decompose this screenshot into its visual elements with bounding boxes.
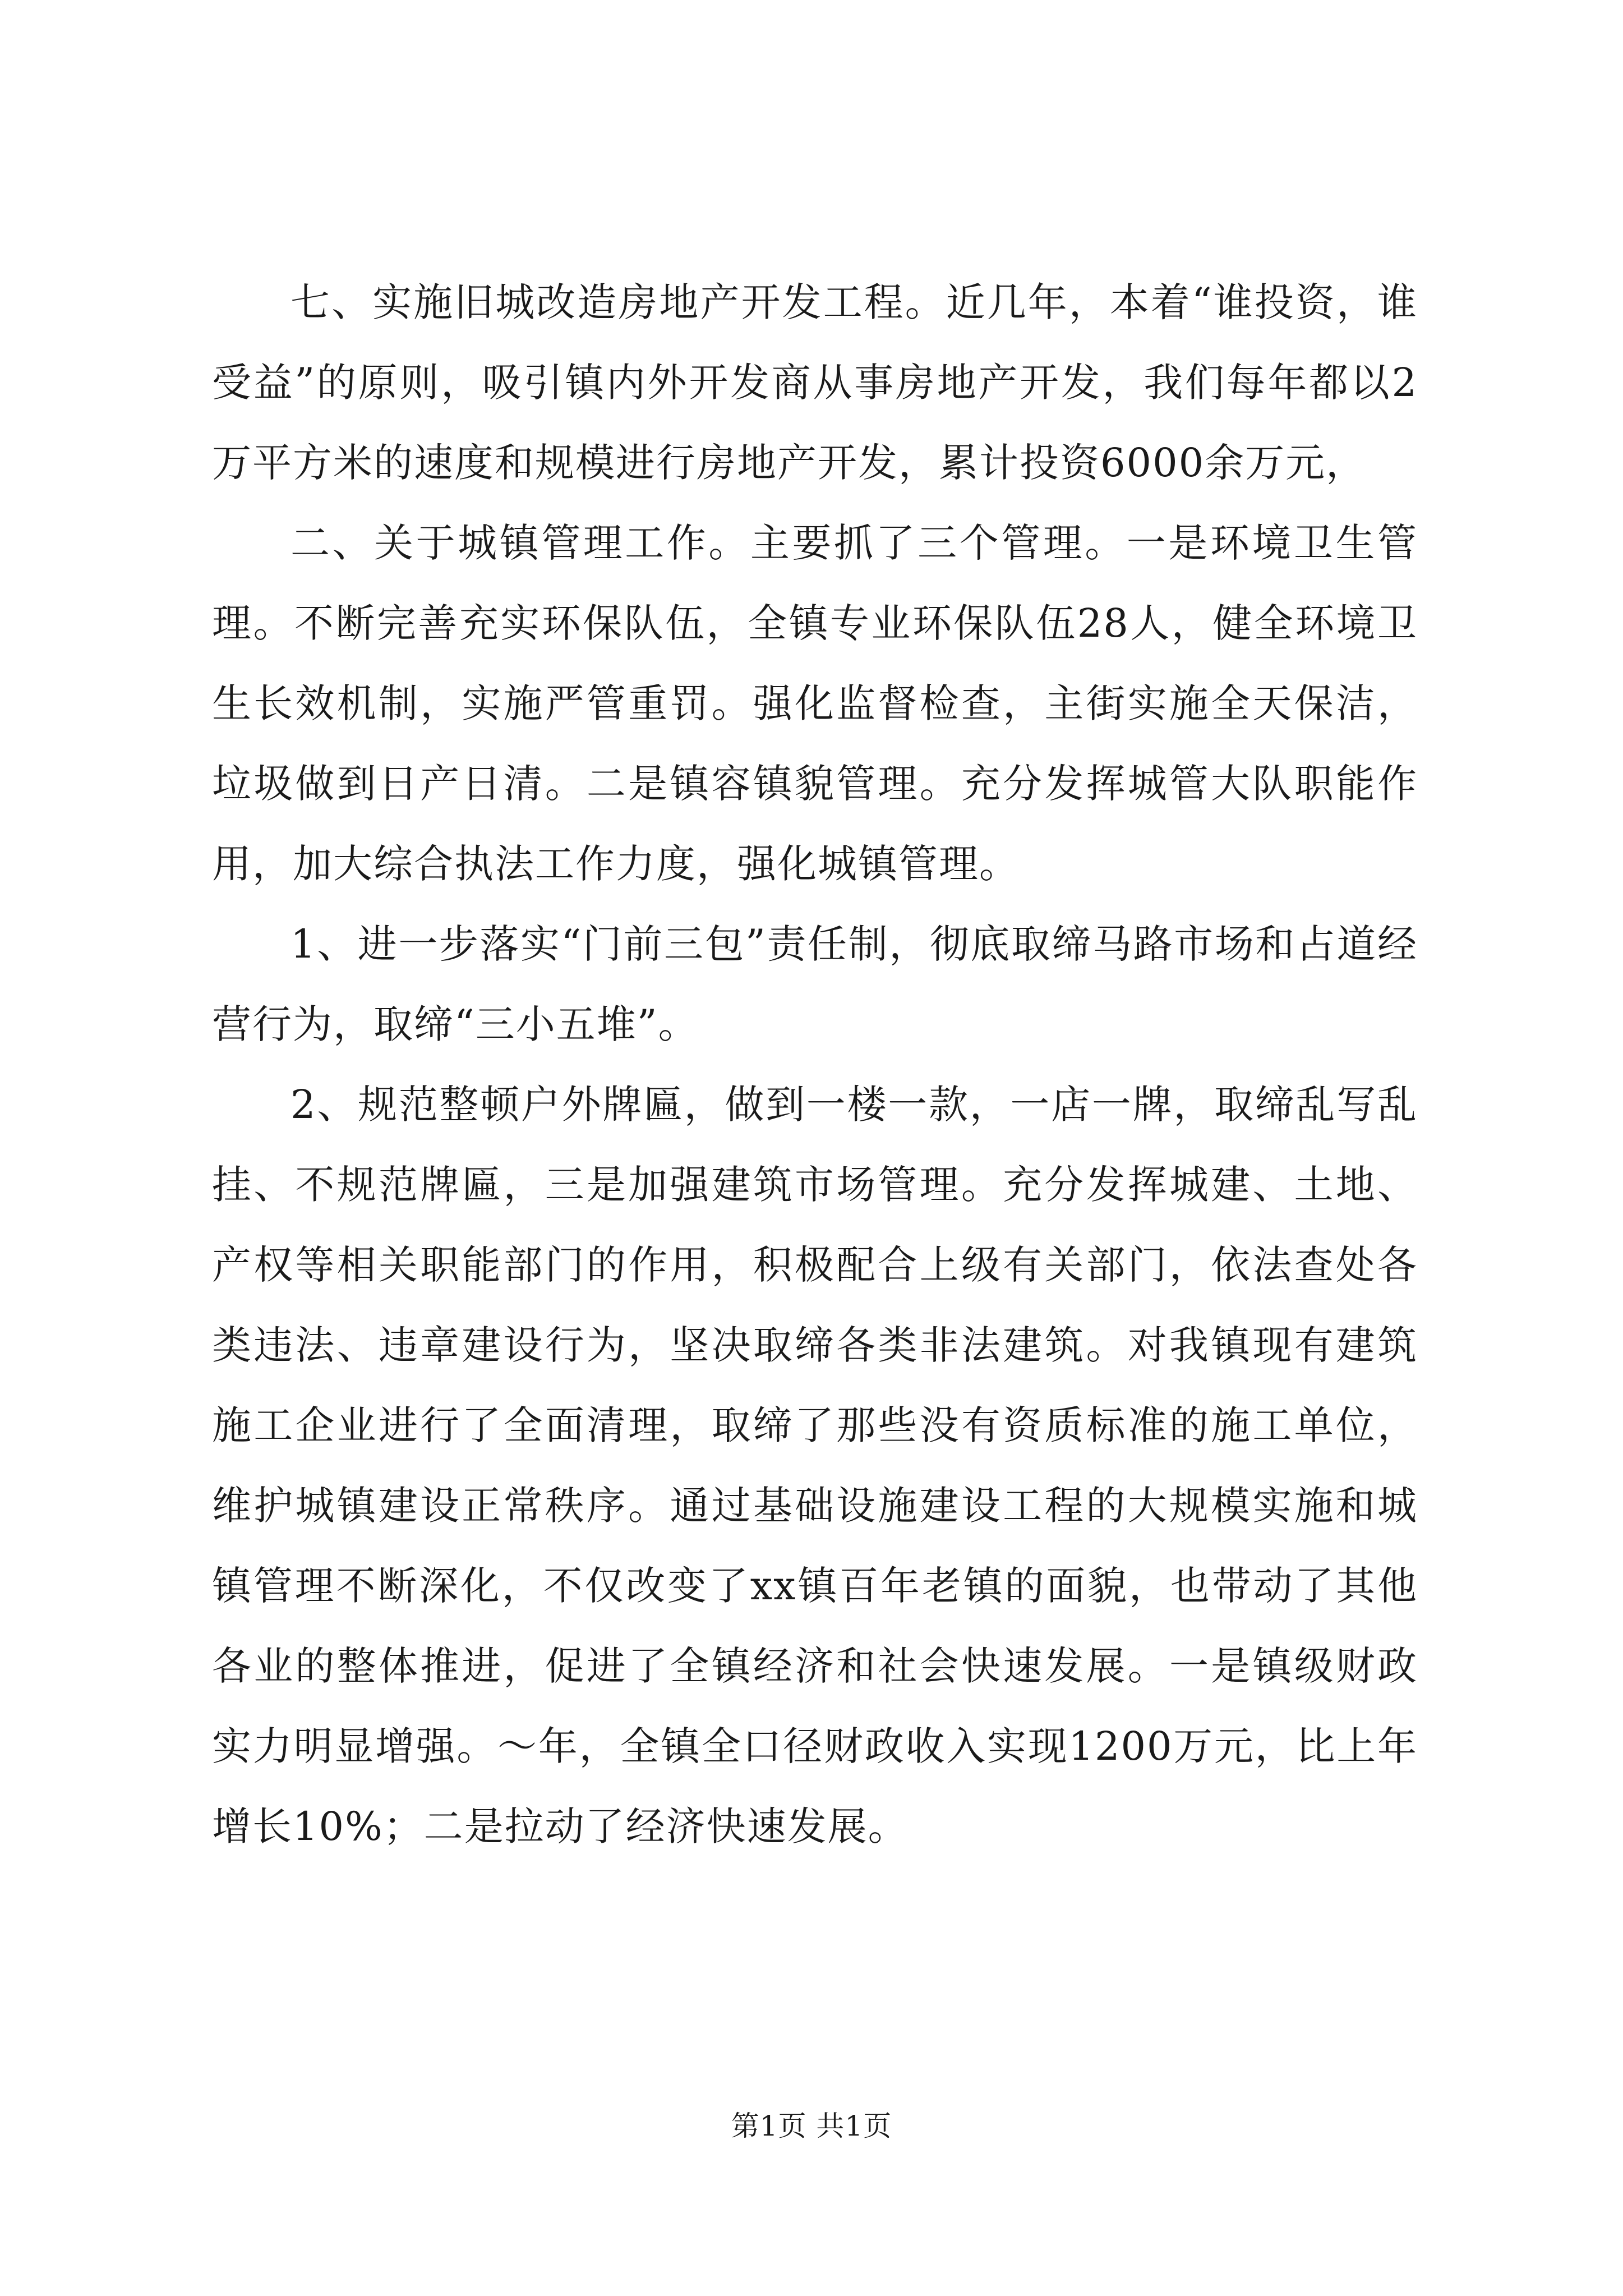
page-number-footer: 第1页 共1页 xyxy=(731,2110,892,2142)
paragraph-4: 2、规范整顿户外牌匾，做到一楼一款，一店一牌，取缔乱写乱挂、不规范牌匾，三是加强建筑市场管理。充分发挥城建、土地、产权等相关职能部门的作用，积极配合上级有关部门，依法查处各类违法、违章建设行为，坚决取缔各类非法建筑。对我镇现有建筑施工企业进行了全面清理，取缔了那些没有资质标准的施工单位，维护城镇建设正常秩序。通过基础设施建设工程的大规模实施和城镇管理不断深化，不仅改变了xx镇百年老镇的面貌，也带动了其他各业的整体推进，促进了全镇经济和社会快速发展。一是镇级财政实力明显增强。～年，全镇全口径财政收入实现1200万元，比上年增长10%；二是拉动了经济快速发展。 xyxy=(212,1082,1418,1849)
document-body xyxy=(212,263,1418,1867)
paragraph-1: 七、实施旧城改造房地产开发工程。近几年，本着“谁投资，谁受益”的原则，吸引镇内外开发商从事房地产开发，我们每年都以2万平方米的速度和规模进行房地产开发，累计投资6000余万元， xyxy=(212,279,1418,486)
paragraph-2: 二、关于城镇管理工作。主要抓了三个管理。一是环境卫生管理。不断完善充实环保队伍，全镇专业环保队伍28人，健全环境卫生长效机制，实施严管重罚。强化监督检查，主街实施全天保洁，垃圾做到日产日清。二是镇容镇貌管理。充分发挥城管大队职能作用，加大综合执法工作力度，强化城镇管理。 xyxy=(212,520,1418,887)
paragraph-3: 1、进一步落实“门前三包”责任制，彻底取缔马路市场和占道经营行为，取缔“三小五堆”。 xyxy=(212,921,1418,1047)
